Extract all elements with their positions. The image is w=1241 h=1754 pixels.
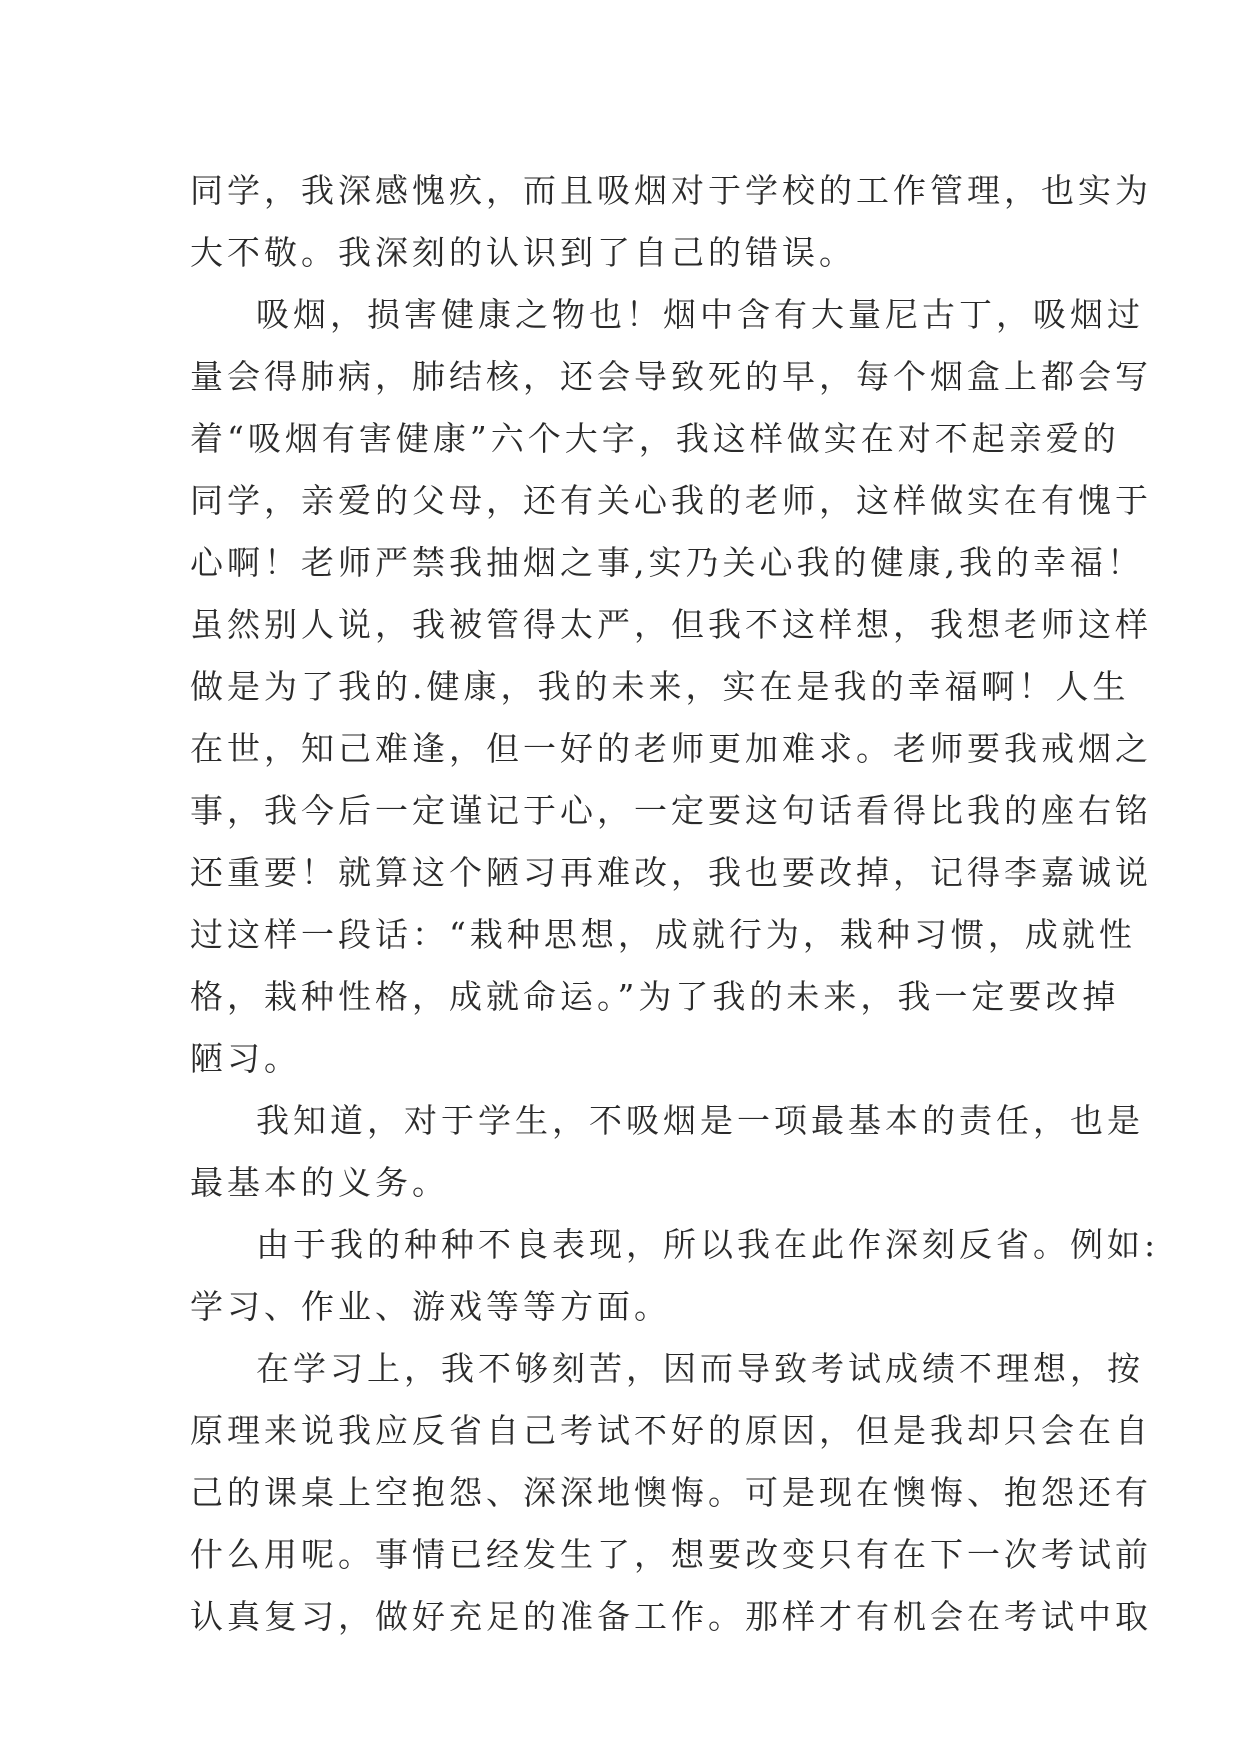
text-line: 同学，亲爱的父母，还有关心我的老师，这样做实在有愧于 — [190, 481, 1152, 520]
paragraph-start-line: 由于我的种种不良表现，所以我在此作深刻反省。例如: — [256, 1225, 1160, 1264]
text-line: 事，我今后一定谨记于心，一定要这句话看得比我的座右铭 — [190, 791, 1152, 830]
text-line: 还重要！就算这个陋习再难改，我也要改掉，记得李嘉诚说 — [190, 853, 1152, 892]
text-line: 做是为了我的.健康，我的未来，实在是我的幸福啊！人生 — [190, 667, 1130, 706]
text-line: 认真复习，做好充足的准备工作。那样才有机会在考试中取 — [190, 1597, 1152, 1636]
text-line: 格，栽种性格，成就命运。”为了我的未来，我一定要改掉 — [190, 977, 1120, 1016]
paragraph-start-line: 我知道，对于学生，不吸烟是一项最基本的责任，也是 — [256, 1101, 1144, 1140]
text-line: 心啊！老师严禁我抽烟之事,实乃关心我的健康,我的幸福！ — [190, 543, 1144, 582]
text-line: 己的课桌上空抱怨、深深地懊悔。可是现在懊悔、抱怨还有 — [190, 1473, 1152, 1512]
paragraph-start-line: 在学习上，我不够刻苦，因而导致考试成绩不理想，按 — [256, 1349, 1144, 1388]
text-line: 着“吸烟有害健康”六个大字，我这样做实在对不起亲爱的 — [190, 419, 1120, 458]
text-line: 虽然别人说，我被管得太严，但我不这样想，我想老师这样 — [190, 605, 1152, 644]
text-line: 大不敬。我深刻的认识到了自己的错误。 — [190, 233, 856, 272]
body-text — [190, 160, 1160, 1648]
text-line: 陋习。 — [190, 1039, 301, 1078]
text-line: 过这样一段话：“栽种思想，成就行为，栽种习惯，成就性 — [190, 915, 1136, 954]
text-line: 什么用呢。事情已经发生了，想要改变只有在下一次考试前 — [190, 1535, 1152, 1574]
text-line: 同学，我深感愧疚，而且吸烟对于学校的工作管理，也实为 — [190, 171, 1152, 210]
text-line: 在世，知己难逢，但一好的老师更加难求。老师要我戒烟之 — [190, 729, 1152, 768]
paragraph-start-line: 吸烟，损害健康之物也！烟中含有大量尼古丁，吸烟过 — [256, 295, 1144, 334]
text-line: 量会得肺病，肺结核，还会导致死的早，每个烟盒上都会写 — [190, 357, 1152, 396]
text-line: 原理来说我应反省自己考试不好的原因，但是我却只会在自 — [190, 1411, 1152, 1450]
text-line: 最基本的义务。 — [190, 1163, 449, 1202]
text-line: 学习、作业、游戏等等方面。 — [190, 1287, 671, 1326]
